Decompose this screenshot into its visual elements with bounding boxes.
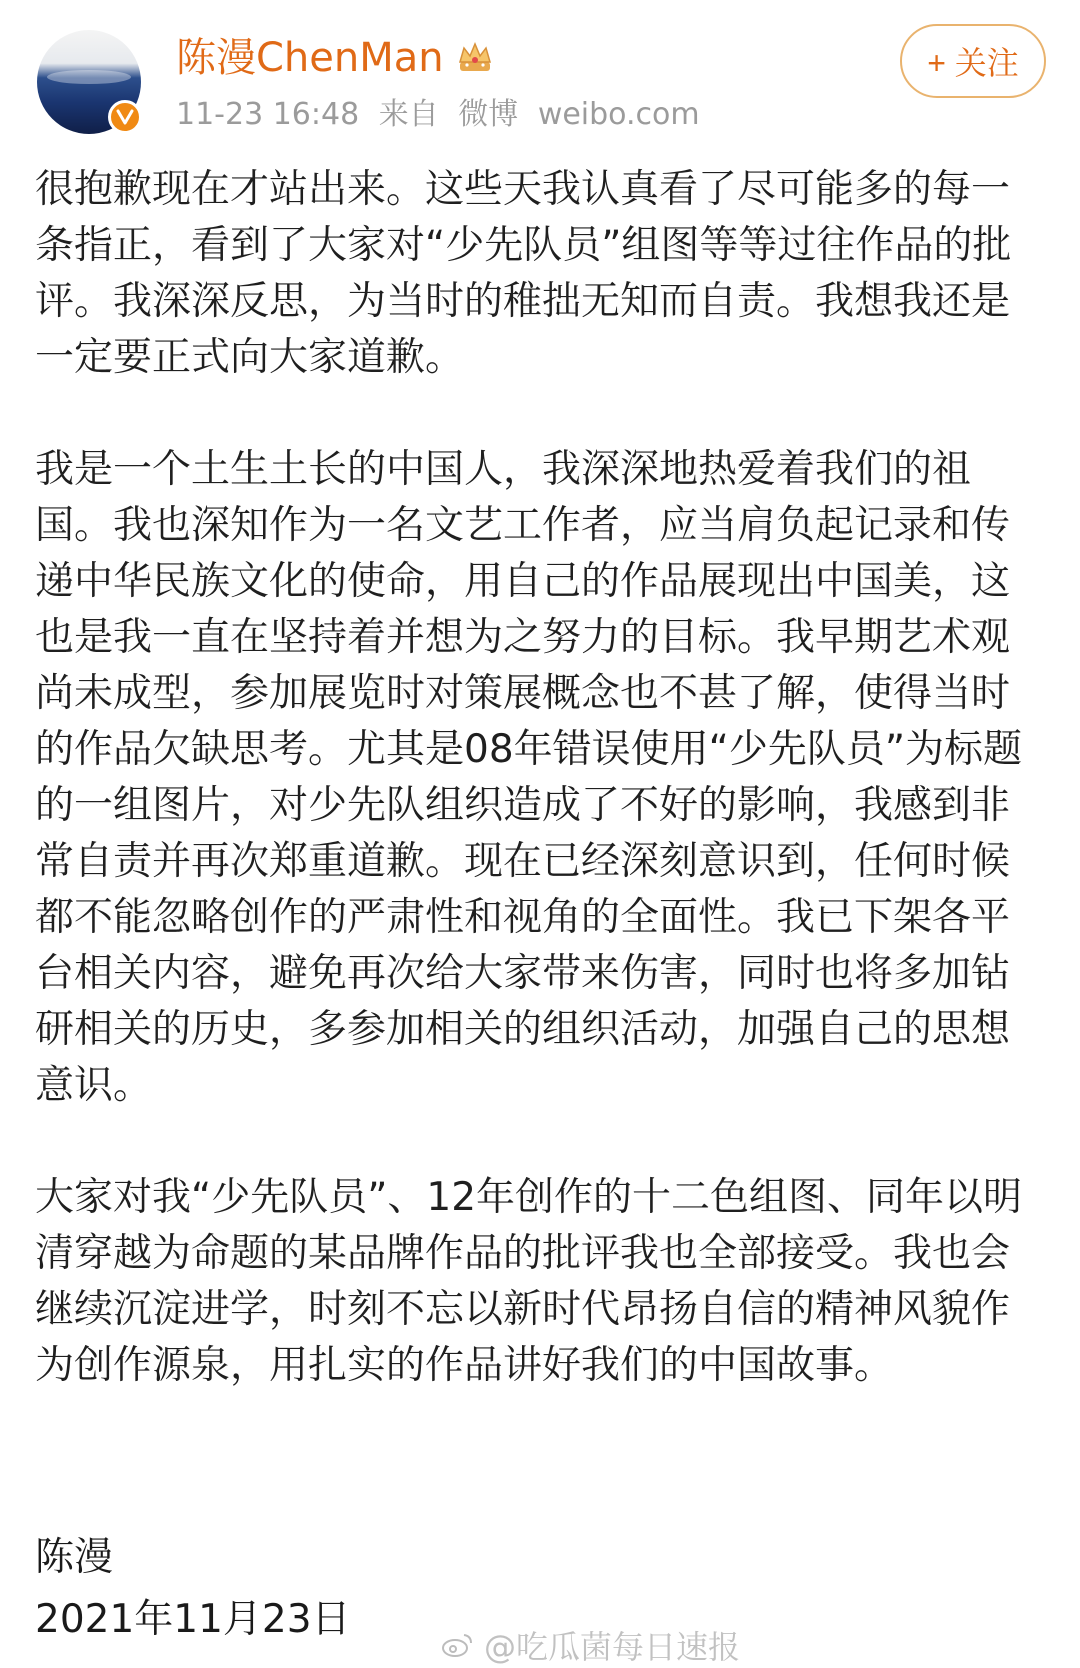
follow-button[interactable]: + 关注 [900,24,1046,98]
watermark [440,1622,740,1668]
post-date: 2021年11月23日 [35,1597,351,1642]
paragraph-gap [35,386,1047,442]
post-source-site[interactable]: weibo.com [537,97,700,132]
author-name[interactable]: 陈漫ChenMan [176,35,444,81]
post-paragraph-1: 很抱歉现在才站出来。这些天我认真看了尽可能多的每一条指正，看到了大家对“少先队员”组图等等过往作品的批评。我深深反思，为当时的稚拙无知而自责。我想我还是一定要正式向大家道歉。 [35,167,1012,380]
post-signature: 陈漫 [35,1535,114,1580]
weibo-logo-icon [440,1631,474,1659]
watermark-text: @吃瓜菌每日速报 [484,1628,741,1666]
post-source-app[interactable]: 微博 [458,97,519,132]
post-header [0,0,1080,150]
post-paragraph-2: 我是一个土生土长的中国人，我深深地热爱着我们的祖国。我也深知作为一名文艺工作者，应当肩负起记录和传递中华民族文化的使命，用自己的作品展现出中国美，这也是我一直在坚持着并想为之努力的目标。我早期艺术观尚未成型，参加展览时对策展概念也不甚了解，使得当时的作品欠缺思考。尤其是08年错误使用“少先队员”为标题的一组图片，对少先队组织造成了不好的影响，我感到非常自责并再次郑重道歉。现在已经深刻意识到，任何时候都不能忽略创作的严肃性和视角的全面性。我已下架各平台相关内容，避免再次给大家带来伤害，同时也将多加钻研相关的历史，多参加相关的组织活动，加强自己的思想意识。 [35,447,1023,1108]
paragraph-gap [35,1114,1047,1170]
post-timestamp: 11-23 16:48 [176,97,360,132]
verified-badge-icon [108,100,142,134]
verified-v-icon [116,108,134,126]
post-paragraph-3: 大家对我“少先队员”、12年创作的十二色组图、同年以明清穿越为命题的某品牌作品的批评我也全部接受。我也会继续沉淀进学，时刻不忘以新时代昂扬自信的精神风貌作为创作源泉，用扎实的作品讲好我们的中国故事。 [35,1175,1023,1388]
post-meta [176,94,710,136]
post-source-prefix: 来自 [378,97,439,132]
post-body [35,162,1047,1394]
crown-icon [455,38,495,78]
avatar-highlight [47,70,131,84]
